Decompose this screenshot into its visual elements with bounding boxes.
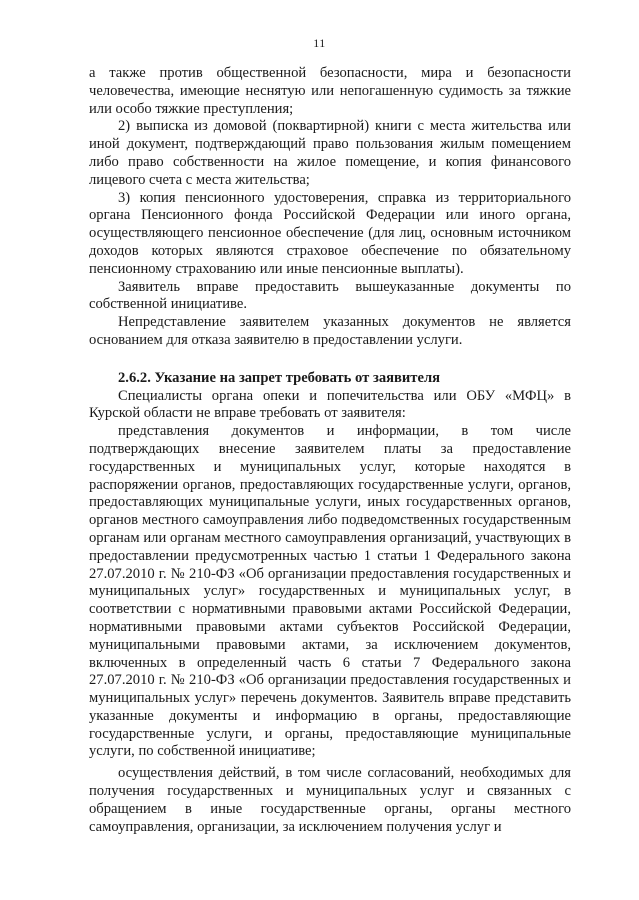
paragraph-specialists: Специалисты органа опеки и попечительства или ОБУ «МФЦ» в Курской области не вправе требовать от заявителя: [89,387,571,422]
paragraph-non-submission: Непредставление заявителем указанных документов не является основанием для отказа заявителю в предоставлении услуги. [89,314,571,348]
paragraph-actions: осуществления действий, в том числе согласований, необходимых для получения государственных и муниципальных услуг и связанных с обращением в иные государственные органы, органы местного самоуправления, организации, за исключением получения услуг и [89,765,571,835]
paragraph-documents-requirement: представления документов и информации, в том числе подтверждающих внесение заявителем платы за предоставление государственных и муниципальных услуг, которые находятся в распоряжении органов, предоставляющих государственные услуги, органов, предоставляющих муниципальные услуги, иных государственных органов, органов местного самоуправления либо подведомственных государственным органам или органам местного самоуправления организаций, участвующих в предоставлении предусмотренных частью 1 статьи 1 Федерального закона 27.07.2010 г. № 210-ФЗ «Об организации предоставления государственных и муниципальных услуг» государственных и муниципальных услуг, в соответствии с нормативными правовыми актами Российской Федерации, нормативными правовыми актами субъектов Российской Федерации, муниципальными правовыми актами, за исключением документов, включенных в определенный часть 6 статьи 7 Федерального закона 27.07.2010 г. № 210-ФЗ «Об организации предоставления государственных и муниципальных услуг» перечень документов. Заявитель вправе представить указанные документы и информацию в органы, предоставляющие государственные услуги, и органы, предоставляющие муниципальные услуги, по собственной инициативе; [89,423,571,760]
section-heading: 2.6.2. Указание на запрет требовать от заявителя [118,369,441,386]
paragraph-intro: а также против общественной безопасности, мира и безопасности человечества, имеющие неснятую или непогашенную судимость за тяжкие или особо тяжкие преступления; [89,65,571,117]
document-body [89,65,571,836]
paragraph-item-3: 3) копия пенсионного удостоверения, справка из территориального органа Пенсионного фонда Российской Федерации или иного органа, осуществляющего пенсионное обеспечение (для лиц, основным источником доходов которых являются страховое обеспечение по обязательному пенсионному страхованию или иные пенсионные выплаты). [89,189,571,277]
paragraph-item-2: 2) выписка из домовой (поквартирной) книги с места жительства или иной документ, подтверждающий право пользования жилым помещением либо право собственности на жилое помещение, и копия финансового лицевого счета с места жительства; [89,118,571,188]
page-number: 11 [313,36,326,50]
paragraph-applicant-right: Заявитель вправе предоставить вышеуказанные документы по собственной инициативе. [89,278,571,313]
